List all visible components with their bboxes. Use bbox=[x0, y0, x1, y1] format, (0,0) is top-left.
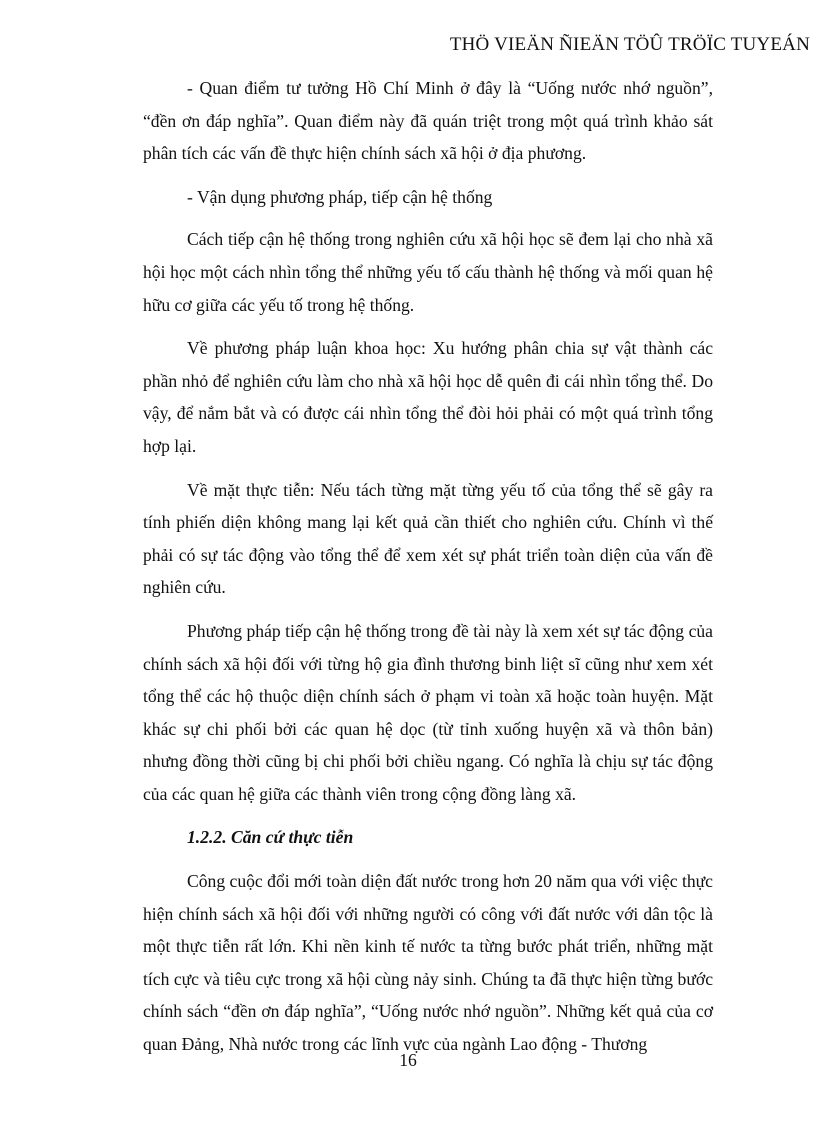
paragraph-van-dung: - Vận dụng phương pháp, tiếp cận hệ thống bbox=[187, 186, 493, 207]
page-header: THÖ VIEÄN ÑIEÄN TÖÛ TRÖÏC TUYEÁN bbox=[449, 34, 810, 55]
paragraph-mat-thuc-tien: Về mặt thực tiễn: Nếu tách từng mặt từng yếu tố của tổng thể sẽ gây ra tính phiến diện không mang lại kết quả cần thiết cho nghiên cứu. Chính vì thế phải có sự tác động vào tổng thể để xem xét sự phát triển toàn diện của vấn đề nghiên cứu. bbox=[143, 479, 713, 598]
paragraph-quan-diem: - Quan điểm tư tưởng Hồ Chí Minh ở đây là “Uống nước nhớ nguồn”, “đền ơn đáp nghĩa”. Quan điểm này đã quán triệt trong một quá trình khảo sát phân tích các vấn đề thực hiện chính sách xã hội ở địa phương. bbox=[143, 78, 713, 164]
paragraph-tiep-can-he-thong: Phương pháp tiếp cận hệ thống trong đề tài này là xem xét sự tác động của chính sách xã hội đối với từng hộ gia đình thương binh liệt sĩ cũng như xem xét tổng thể các hộ thuộc diện chính sách ở phạm vi toàn xã hoặc toàn huyện. Mặt khác sự chi phối bởi các quan hệ dọc (từ tỉnh xuống huyện xã và thôn bản) nhưng đồng thời cũng bị chi phối bởi chiều ngang. Có nghĩa là chịu sự tác động của các quan hệ giữa các thành viên trong cộng đồng làng xã. bbox=[143, 620, 713, 804]
body-text bbox=[143, 72, 713, 1072]
page-number: 16 bbox=[399, 1050, 417, 1070]
paragraph-cong-cuoc-doi-moi: Công cuộc đổi mới toàn diện đất nước trong hơn 20 năm qua với việc thực hiện chính sách xã hội đối với những người có công với đất nước với dân tộc là một thực tiễn rất lớn. Khi nền kinh tế nước ta từng bước phát triển, những mặt tích cực và tiêu cực trong xã hội cùng nảy sinh. Chúng ta đã thực hiện từng bước chính sách “đền ơn đáp nghĩa”, “Uống nước nhớ nguồn”. Những kết quả của cơ quan Đảng, Nhà nước trong các lĩnh vực của ngành Lao động - Thương bbox=[143, 871, 713, 1055]
paragraph-cach-tiep-can: Cách tiếp cận hệ thống trong nghiên cứu xã hội học sẽ đem lại cho nhà xã hội học một cách nhìn tổng thể những yếu tố cấu thành hệ thống và mối quan hệ hữu cơ giữa các yếu tố trong hệ thống. bbox=[143, 229, 713, 315]
paragraph-phuong-phap-luan: Về phương pháp luận khoa học: Xu hướng phân chia sự vật thành các phần nhỏ để nghiên cứu làm cho nhà xã hội học dễ quên đi cái nhìn tổng thể. Do vậy, để nắm bắt và có được cái nhìn tổng thể đòi hỏi phải có một quá trình tổng hợp lại. bbox=[143, 338, 713, 456]
section-heading: 1.2.2. Căn cứ thực tiễn bbox=[187, 827, 354, 848]
